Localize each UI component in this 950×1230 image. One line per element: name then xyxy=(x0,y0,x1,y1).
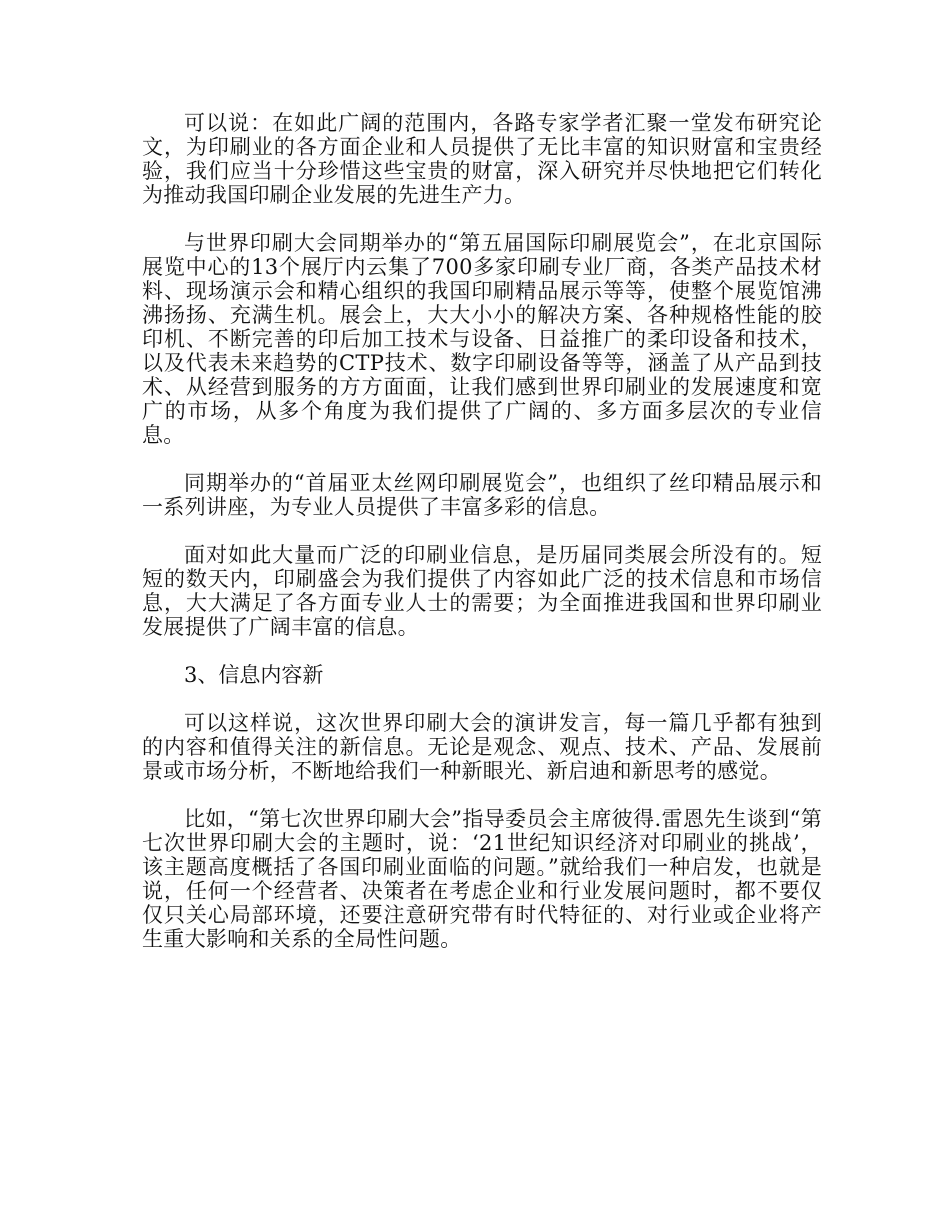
paragraph-2: 与世界印刷大会同期举办的“第五届国际印刷展览会”，在北京国际展览中心的13个展厅内云集了700多家印刷专业厂商，各类产品技术材料、现场演示会和精心组织的我国印刷精品展示等等，使整个展览馆沸沸扬扬、充满生机。展会上，大大小小的解决方案、各种规格性能的胶印机、不断完善的印后加工技术与设备、日益推广的柔印设备和技术，以及代表未来趋势的CTP技术、数字印刷设备等等，涵盖了从产品到技术、从经营到服务的方方面面，让我们感到世界印刷业的发展速度和宽广的市场，从多个角度为我们提供了广阔的、多方面多层次的专业信息。 xyxy=(142,231,822,447)
paragraph-3: 同期举办的“首届亚太丝网印刷展览会”，也组织了丝印精品展示和一系列讲座，为专业人员提供了丰富多彩的信息。 xyxy=(142,471,822,519)
document-body xyxy=(142,111,822,975)
paragraph-1: 可以说：在如此广阔的范围内，各路专家学者汇聚一堂发布研究论文，为印刷业的各方面企业和人员提供了无比丰富的知识财富和宝贵经验，我们应当十分珍惜这些宝贵的财富，深入研究并尽快地把它们转化为推动我国印刷企业发展的先进生产力。 xyxy=(142,111,822,207)
paragraph-4: 面对如此大量而广泛的印刷业信息，是历届同类展会所没有的。短短的数天内，印刷盛会为我们提供了内容如此广泛的技术信息和市场信息，大大满足了各方面专业人士的需要；为全面推进我国和世界印刷业发展提供了广阔丰富的信息。 xyxy=(142,543,822,639)
paragraph-6: 比如，“第七次世界印刷大会”指导委员会主席彼得.雷恩先生谈到“第七次世界印刷大会的主题时，说：‘21世纪知识经济对印刷业的挑战’，该主题高度概括了各国印刷业面临的问题。”就给我们一种启发，也就是说，任何一个经营者、决策者在考虑企业和行业发展问题时，都不要仅仅只关心局部环境，还要注意研究带有时代特征的、对行业或企业将产生重大影响和关系的全局性问题。 xyxy=(142,807,822,951)
section-heading: 3、信息内容新 xyxy=(184,663,324,687)
paragraph-5: 可以这样说，这次世界印刷大会的演讲发言，每一篇几乎都有独到的内容和值得关注的新信息。无论是观念、观点、技术、产品、发展前景或市场分析，不断地给我们一种新眼光、新启迪和新思考的感觉。 xyxy=(142,711,822,783)
